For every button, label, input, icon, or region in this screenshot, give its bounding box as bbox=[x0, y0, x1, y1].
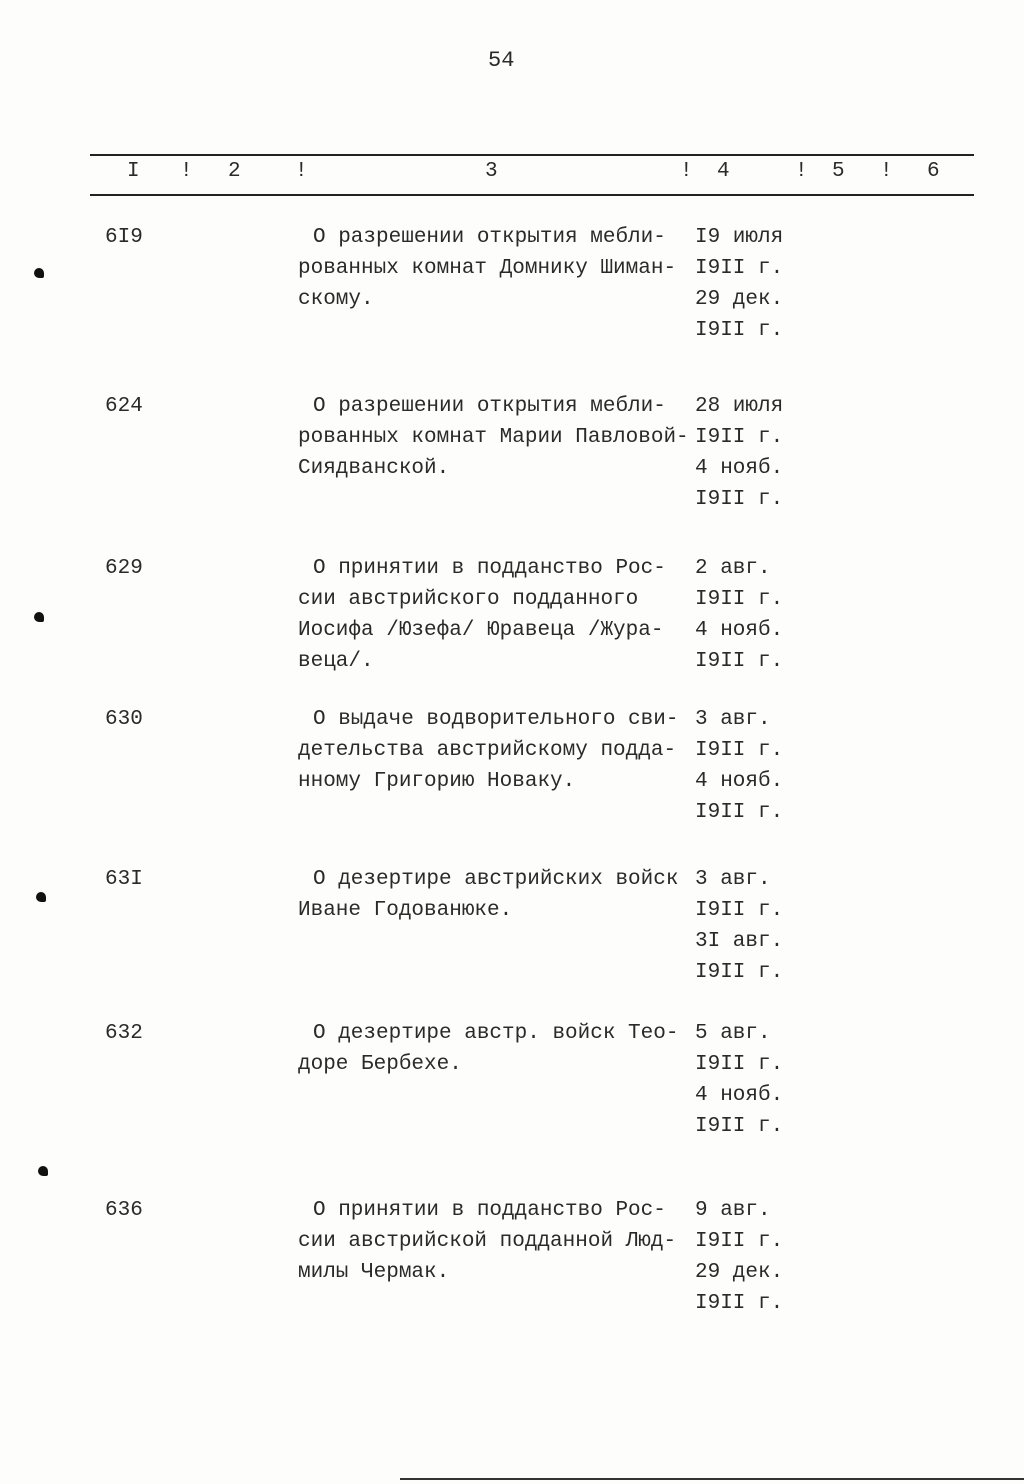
entry-description bbox=[298, 864, 698, 926]
entry-number: 63I bbox=[105, 868, 143, 891]
page-number: 54 bbox=[488, 48, 515, 73]
date-line: 4 нояб. bbox=[695, 770, 784, 793]
description-line: сии австрийской подданной Люд- bbox=[298, 1230, 677, 1253]
col-separator: ! bbox=[680, 160, 693, 183]
date-line: I9II г. bbox=[695, 426, 784, 449]
date-line: I9II г. bbox=[695, 650, 784, 673]
date-line: I9II г. bbox=[695, 488, 784, 511]
description-line: Иосифа /Юзефа/ Юравеца /Жура- bbox=[298, 619, 664, 642]
description-line: О разрешении открытия мебли- bbox=[313, 395, 666, 418]
date-line: 3 авг. bbox=[695, 708, 771, 731]
entry-dates bbox=[695, 704, 783, 828]
description-line: доре Бербехе. bbox=[298, 1053, 462, 1076]
entry-dates bbox=[695, 864, 783, 988]
col-5-header: 5 bbox=[832, 160, 845, 183]
date-line: I9II г. bbox=[695, 1230, 784, 1253]
description-line: О дезертире австрийских войск bbox=[313, 868, 679, 891]
col-separator: ! bbox=[295, 160, 308, 183]
date-line: I9II г. bbox=[695, 1115, 784, 1138]
date-line: 3I авг. bbox=[695, 930, 784, 953]
date-line: 5 авг. bbox=[695, 1022, 771, 1045]
punch-hole-mark bbox=[34, 612, 44, 622]
punch-hole-mark bbox=[36, 892, 46, 902]
entry-number: 630 bbox=[105, 708, 143, 731]
col-1-header: I bbox=[127, 160, 140, 183]
description-line: О выдаче водворительного сви- bbox=[313, 708, 679, 731]
date-line: I9II г. bbox=[695, 588, 784, 611]
description-line: О разрешении открытия мебли- bbox=[313, 226, 666, 249]
bottom-edge-line bbox=[400, 1478, 1024, 1480]
date-line: I9II г. bbox=[695, 899, 784, 922]
entry-dates bbox=[695, 1018, 783, 1142]
punch-hole-mark bbox=[34, 268, 44, 278]
entry-dates bbox=[695, 1195, 783, 1319]
entry-description bbox=[298, 391, 698, 484]
date-line: 3 авг. bbox=[695, 868, 771, 891]
entry-dates bbox=[695, 391, 783, 515]
header-top-rule bbox=[90, 154, 974, 156]
entry-description bbox=[298, 222, 698, 315]
header-bottom-rule bbox=[90, 194, 974, 196]
description-line: О дезертире австр. войск Тео- bbox=[313, 1022, 679, 1045]
col-2-header: 2 bbox=[228, 160, 241, 183]
date-line: I9II г. bbox=[695, 961, 784, 984]
date-line: I9II г. bbox=[695, 1053, 784, 1076]
entry-dates bbox=[695, 553, 783, 677]
entry-description bbox=[298, 1195, 698, 1288]
date-line: I9II г. bbox=[695, 801, 784, 824]
date-line: I9II г. bbox=[695, 1292, 784, 1315]
description-line: милы Чермак. bbox=[298, 1261, 450, 1284]
col-separator: ! bbox=[180, 160, 193, 183]
date-line: 28 июля bbox=[695, 395, 784, 418]
col-separator: ! bbox=[880, 160, 893, 183]
col-3-header: 3 bbox=[485, 160, 498, 183]
description-line: О принятии в подданство Рос- bbox=[313, 557, 666, 580]
description-line: сии австрийского подданного bbox=[298, 588, 639, 611]
description-line: Сиядванской. bbox=[298, 457, 450, 480]
description-line: О принятии в подданство Рос- bbox=[313, 1199, 666, 1222]
entry-number: 636 bbox=[105, 1199, 143, 1222]
entry-description bbox=[298, 704, 698, 797]
entry-dates bbox=[695, 222, 783, 346]
col-separator: ! bbox=[795, 160, 808, 183]
date-line: 2 авг. bbox=[695, 557, 771, 580]
date-line: 4 нояб. bbox=[695, 1084, 784, 1107]
col-6-header: 6 bbox=[927, 160, 940, 183]
date-line: I9II г. bbox=[695, 257, 784, 280]
description-line: веца/. bbox=[298, 650, 374, 673]
description-line: скому. bbox=[298, 288, 374, 311]
date-line: 4 нояб. bbox=[695, 619, 784, 642]
description-line: детельства австрийскому подда- bbox=[298, 739, 677, 762]
date-line: 29 дек. bbox=[695, 288, 784, 311]
entry-number: 6I9 bbox=[105, 226, 143, 249]
description-line: рованных комнат Домнику Шиман- bbox=[298, 257, 677, 280]
entry-number: 632 bbox=[105, 1022, 143, 1045]
entry-description bbox=[298, 1018, 698, 1080]
entry-number: 629 bbox=[105, 557, 143, 580]
date-line: I9II г. bbox=[695, 739, 784, 762]
description-line: нному Григорию Новаку. bbox=[298, 770, 576, 793]
description-line: Иване Годованюке. bbox=[298, 899, 513, 922]
col-4-header: 4 bbox=[717, 160, 730, 183]
date-line: I9 июля bbox=[695, 226, 784, 249]
entry-description bbox=[298, 553, 698, 677]
date-line: 9 авг. bbox=[695, 1199, 771, 1222]
entry-number: 624 bbox=[105, 395, 143, 418]
description-line: рованных комнат Марии Павловой- bbox=[298, 426, 689, 449]
date-line: I9II г. bbox=[695, 319, 784, 342]
date-line: 4 нояб. bbox=[695, 457, 784, 480]
date-line: 29 дек. bbox=[695, 1261, 784, 1284]
punch-hole-mark bbox=[38, 1166, 48, 1176]
